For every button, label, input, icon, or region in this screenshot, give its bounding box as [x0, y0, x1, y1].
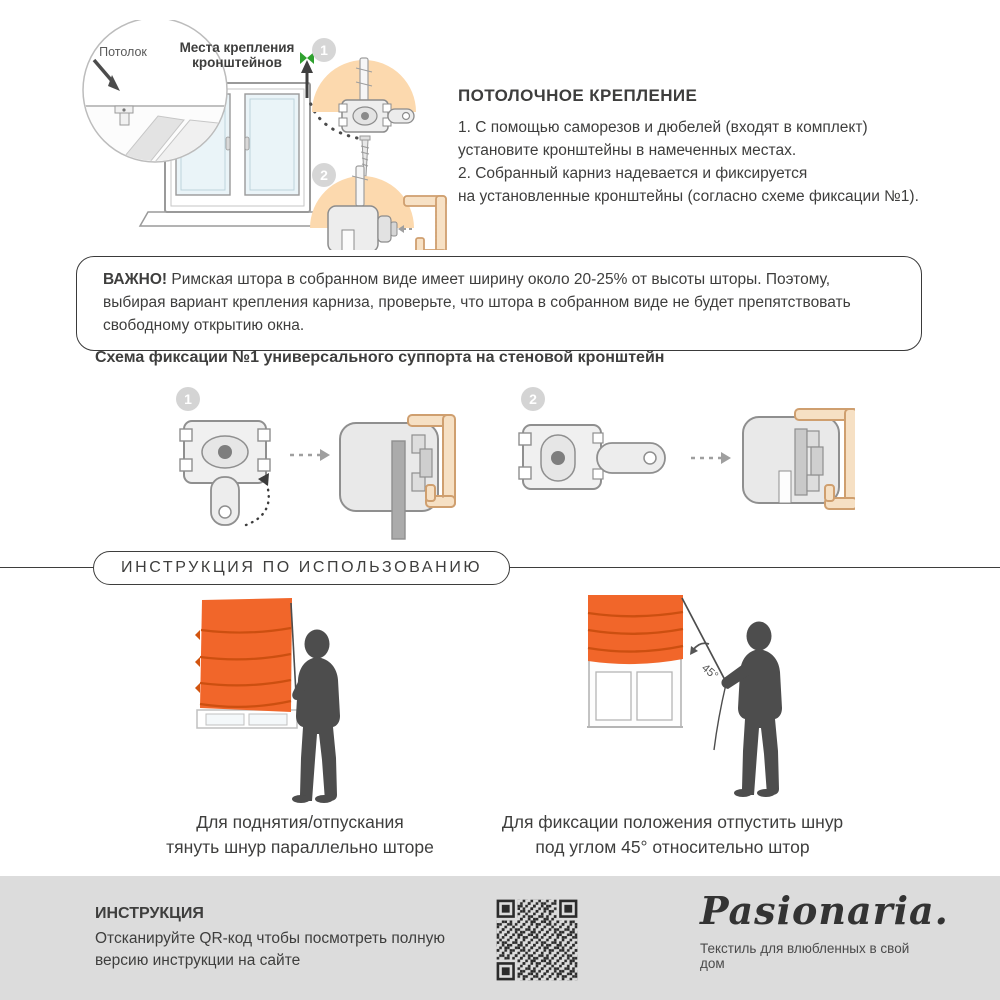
important-label: ВАЖНО!	[103, 271, 168, 288]
step-2-number: 2	[320, 167, 328, 183]
support-front-icon	[519, 425, 665, 489]
ceiling-label: Потолок	[99, 45, 147, 59]
caption-line: Для фиксации положения отпустить шнур	[501, 812, 844, 832]
window-handle-icon	[226, 137, 230, 150]
brand-logo: Pasionaria.	[700, 888, 949, 933]
arrow-right-icon	[290, 449, 330, 461]
step-1-number: 1	[320, 42, 328, 58]
usage-section-title: ИНСТРУКЦИЯ ПО ИСПОЛЬЗОВАНИЮ	[93, 551, 510, 585]
footer	[0, 876, 1000, 1000]
important-note-box	[76, 256, 922, 351]
footer-heading: ИНСТРУКЦИЯ	[95, 905, 204, 922]
bracket-places-label-line2: кронштейнов	[192, 55, 282, 70]
caption-raise	[130, 810, 470, 860]
step-2-number: 2	[529, 391, 537, 407]
angle-label: 45°	[699, 662, 721, 683]
instruction-line: установите кронштейны в намеченных местах.	[458, 142, 797, 159]
step-1-number: 1	[184, 391, 192, 407]
support-assembled-icon	[340, 415, 455, 539]
footer-line: версию инструкции на сайте	[95, 952, 301, 969]
caption-fix	[495, 810, 850, 860]
fixation-step1-diagram	[150, 385, 480, 545]
arrow-right-icon	[691, 452, 731, 464]
qr-code	[494, 897, 580, 983]
roman-blind	[195, 598, 292, 712]
caption-line: Для поднятия/отпускания	[196, 812, 404, 832]
cord-tail	[714, 684, 726, 750]
support-assembled-icon	[743, 409, 855, 509]
support-front-icon	[180, 421, 270, 525]
caption-line: тянуть шнур параллельно шторе	[166, 837, 434, 857]
usage-illustration-fix	[505, 588, 855, 808]
footer-line: Отсканируйте QR-код чтобы посмотреть полную	[95, 930, 445, 947]
cord	[291, 603, 296, 694]
instruction-line: на установленные кронштейны (согласно схеме фиксации №1).	[458, 188, 919, 205]
ceiling-mount-diagram	[60, 20, 450, 250]
bracket-places-label-line1: Места крепления	[179, 40, 295, 55]
person-silhouette	[292, 630, 340, 804]
instruction-line: 1. С помощью саморезов и дюбелей (входят в комплект)	[458, 119, 868, 136]
instruction-line: 2. Собранный карниз надевается и фиксируется	[458, 165, 808, 182]
caption-line: под углом 45° относительно штор	[535, 837, 810, 857]
person-silhouette	[721, 622, 782, 798]
footer-instruction-block	[95, 905, 475, 972]
section-heading: ПОТОЛОЧНОЕ КРЕПЛЕНИЕ	[458, 86, 698, 105]
fixation-step2-diagram	[495, 385, 855, 545]
important-text: Римская штора в собранном виде имеет ширину около 20-25% от высоты шторы. Поэтому, выбирая вариант крепления карниза, проверьте, что штора в собранном виде не будет препятствовать свободному открытию окна.	[103, 271, 851, 334]
brand-block	[700, 888, 949, 971]
window-illustration	[197, 710, 297, 728]
brand-tagline: Текстиль для влюбленных в свой дом	[700, 941, 910, 971]
roman-blind-raised	[588, 595, 683, 664]
ceiling-mount-section	[458, 86, 928, 208]
window-illustration	[587, 658, 683, 727]
fixation-scheme-heading: Схема фиксации №1 универсального суппорта на стеновой кронштейн	[95, 349, 665, 366]
usage-illustration-raise	[150, 590, 450, 810]
window-handle-icon	[245, 137, 249, 150]
